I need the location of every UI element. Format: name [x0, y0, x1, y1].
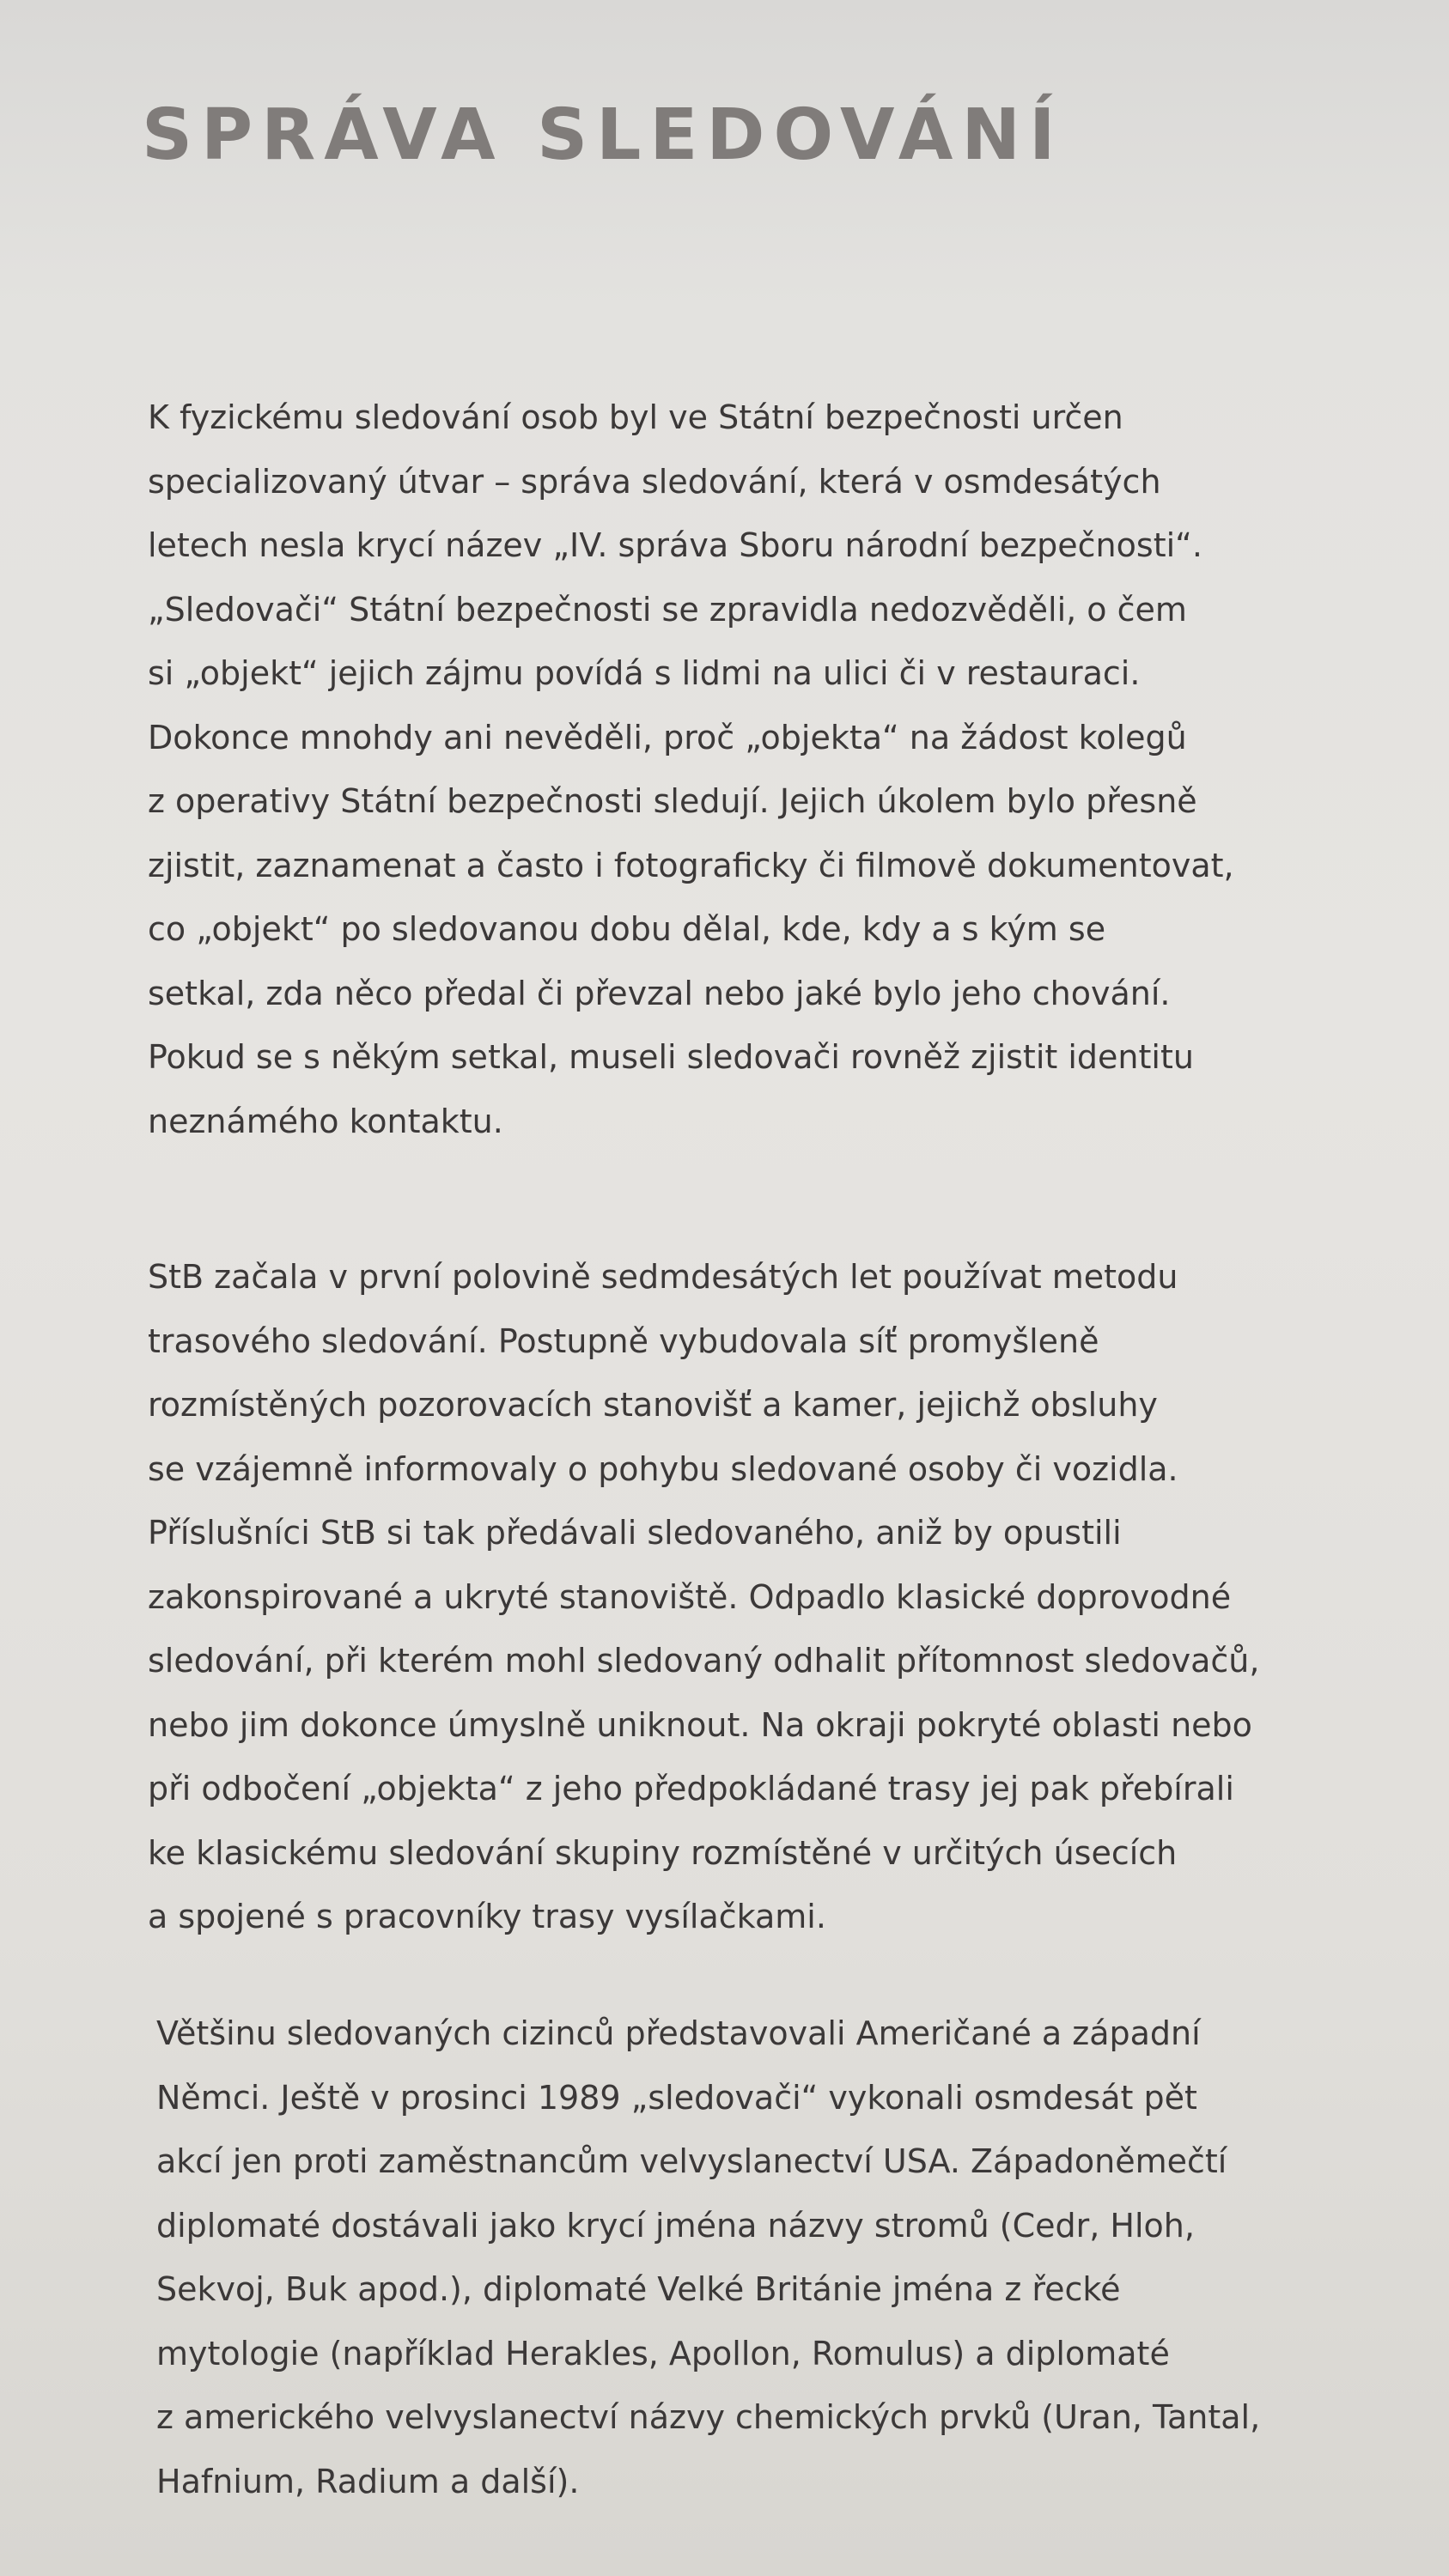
panel-title: SPRÁVA SLEDOVÁNÍ — [142, 94, 1064, 176]
text-line: Dokonce mnohdy ani nevěděli, proč „objekta“ na žádost kolegů — [148, 718, 1187, 756]
text-line: a spojené s pracovníky trasy vysílačkami. — [148, 1898, 826, 1935]
text-line: ke klasickému sledování skupiny rozmístěné v určitých úsecích — [148, 1833, 1178, 1872]
text-line: si „objekt“ jejich zájmu povídá s lidmi na ulici či v restauraci. — [148, 654, 1141, 692]
text-line: letech nesla krycí název „IV. správa Sboru národní bezpečnosti“. — [148, 526, 1202, 564]
text-line: setkal, zda něco předal či převzal nebo jaké bylo jeho chování. — [148, 974, 1171, 1012]
paragraph-2 — [148, 1245, 1385, 1949]
text-line: Němci. Ještě v prosinci 1989 „sledovači“ vykonali osmdesát pět — [156, 2078, 1197, 2117]
text-line: mytologie (například Herakles, Apollon, Romulus) a diplomaté — [156, 2334, 1170, 2372]
text-line: StB začala v první polovině sedmdesátých let používat metodu — [148, 1258, 1178, 1296]
text-line: sledování, při kterém mohl sledovaný odhalit přítomnost sledovačů, — [148, 1642, 1260, 1680]
text-line: Pokud se s někým setkal, museli sledovači rovněž zjistit identitu — [148, 1038, 1194, 1076]
text-line: trasového sledování. Postupně vybudovala síť promyšleně — [148, 1321, 1099, 1360]
text-line: neznámého kontaktu. — [148, 1102, 503, 1140]
text-line: „Sledovači“ Státní bezpečnosti se zpravidla nedozvěděli, o čem — [148, 590, 1187, 629]
text-line: specializovaný útvar – správa sledování, která v osmdesátých — [148, 462, 1161, 501]
text-line: akcí jen proti zaměstnancům velvyslanectví USA. Západoněmečtí — [156, 2142, 1227, 2180]
text-line: z amerického velvyslanectví názvy chemických prvků (Uran, Tantal, — [156, 2398, 1261, 2436]
text-line: diplomaté dostávali jako krycí jména názvy stromů (Cedr, Hloh, — [156, 2206, 1195, 2245]
text-line: rozmístěných pozorovacích stanovišť a kamer, jejichž obsluhy — [148, 1386, 1158, 1424]
text-line: Hafnium, Radium a další). — [156, 2462, 580, 2500]
text-line: Sekvoj, Buk apod.), diplomaté Velké Británie jména z řecké — [156, 2270, 1121, 2308]
text-line: K fyzickému sledování osob byl ve Státní bezpečnosti určen — [148, 398, 1123, 436]
paragraph-1 — [148, 386, 1385, 1153]
paragraph-3 — [156, 2002, 1393, 2513]
text-line: co „objekt“ po sledovanou dobu dělal, kde, kdy a s kým se — [148, 910, 1106, 948]
text-line: Příslušníci StB si tak předávali sledovaného, aniž by opustili — [148, 1514, 1122, 1552]
text-line: nebo jim dokonce úmyslně uniknout. Na okraji pokryté oblasti nebo — [148, 1705, 1252, 1744]
text-line: zjistit, zaznamenat a často i fotograficky či filmově dokumentovat, — [148, 846, 1234, 884]
text-line: z operativy Státní bezpečnosti sledují. Jejich úkolem bylo přesně — [148, 782, 1197, 820]
text-line: při odbočení „objekta“ z jeho předpokládané trasy jej pak přebírali — [148, 1770, 1234, 1807]
text-line: zakonspirované a ukryté stanoviště. Odpadlo klasické doprovodné — [148, 1577, 1232, 1616]
text-line: Většinu sledovaných cizinců představovali Američané a západní — [156, 2014, 1201, 2052]
text-line: se vzájemně informovaly o pohybu sledované osoby či vozidla. — [148, 1449, 1178, 1488]
